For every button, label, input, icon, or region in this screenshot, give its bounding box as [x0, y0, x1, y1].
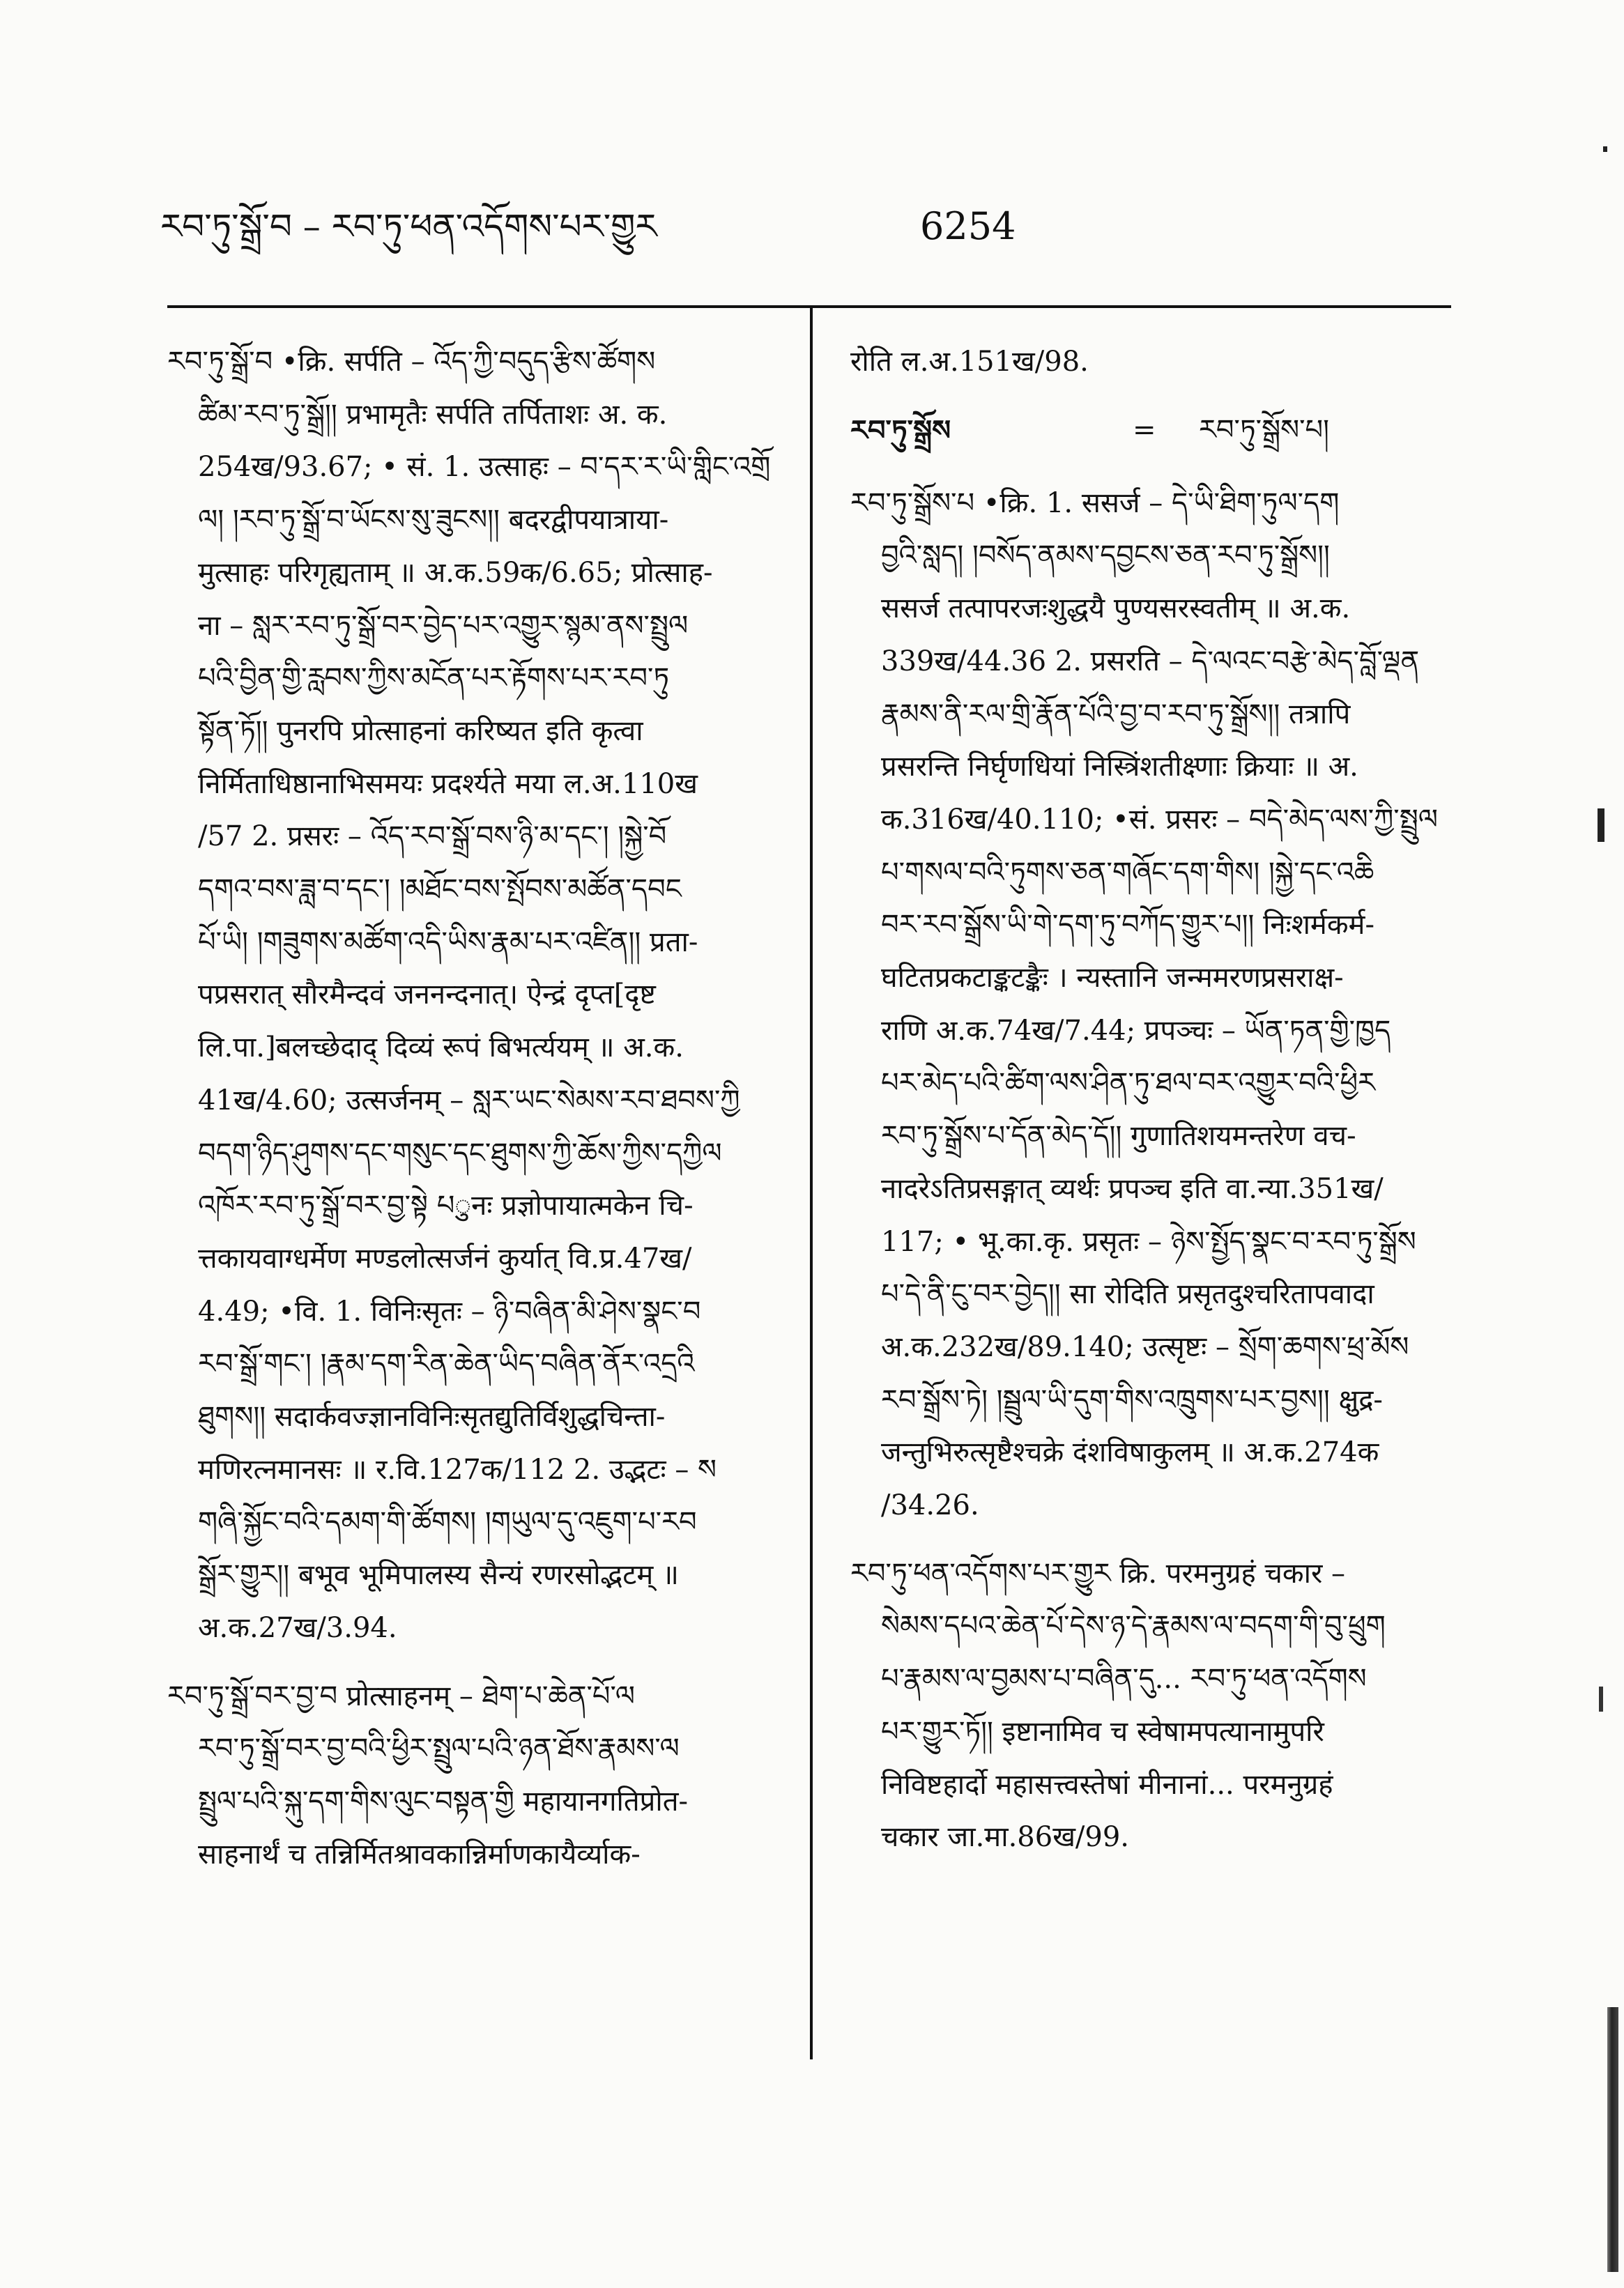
entry-text-line: བྱའི་སླད། །བསོད་ནམས་དབྱངས་ཅན་རབ་ཏུ་སྒྲོས།།: [881, 539, 1330, 572]
entry-text-line: སེམས་དཔའ་ཆེན་པོ་དེས་ཉ་དེ་རྣམས་ལ་བདག་གི་བུ་ཕྲུག: [881, 1610, 1386, 1643]
entry-text-line: 254ख/93.67; • सं. 1. उत्साहः – བ་དར་ར་ཡི་གླིང་འགྲོ: [198, 451, 771, 484]
running-header: [160, 199, 1450, 261]
entry-text-line: ལ། །རབ་ཏུ་སྒྲོ་བ་ཡོངས་སུ་ཟུངས།། बदरद्वीपयात्राया-: [198, 504, 669, 537]
right-column: [850, 336, 1450, 1880]
dictionary-entry: [167, 1671, 795, 1882]
entry-text-line: ससर्ज तत्पापरजःशुद्धयै पुण्यसरस्वतीम् ॥ अ.क.: [881, 592, 1351, 625]
entry-text-line: नादरेऽतिप्रसङ्गात् व्यर्थः प्रपञ्च इति वा.न्या.351ख/: [881, 1172, 1384, 1205]
entry-text-line: གཞི་སྐྱོང་བའི་དམག་གི་ཚོགས། །གཡུལ་དུ་འཇུག་པ་རབ: [198, 1506, 697, 1539]
cross-reference-headword: རབ་ཏུ་སྒྲོས: [850, 413, 951, 447]
entry-text-line: त्तकायवाग्धर्मेण मण्डलोत्सर्जनं कुर्यात् वि.प्र.47ख/: [198, 1242, 692, 1275]
entry-text-line: འཁོར་རབ་ཏུ་སྒྲོ་བར་བྱ་སྟེ པुनः प्रज्ञोपायात्मकेन चि-: [198, 1190, 694, 1222]
entry-text-line: སྤྲུལ་པའི་སྐུ་དག་གིས་ལུང་བསྟན་གྱི महायानगतिप्रोत-: [198, 1785, 689, 1818]
entry-text-line: चकार जा.मा.86ख/99.: [881, 1821, 1130, 1854]
entry-text-line: སྟོན་ཏོ།། पुनरपि प्रोत्साहनां करिष्यत इति कृत्वा: [198, 714, 643, 747]
entry-text-line: राणि अ.क.74ख/7.44; प्रपञ्चः – ཡོན་ཏན་གྱི་ཁྱད: [881, 1014, 1391, 1047]
entry-text-line: 339ख/44.36 2. प्रसरति – དེ་ལའང་བརྩེ་མེད་བློ་ལྡན: [881, 645, 1420, 677]
entry-text-line: པའི་བྱིན་གྱི་རླབས་ཀྱིས་མངོན་པར་རྟོགས་པར་རབ་ཏུ: [198, 662, 670, 695]
entry-text-line: ना – སླར་རབ་ཏུ་སྒྲོ་བར་བྱེད་པར་འགྱུར་སྙམ་ནས་སྤྲུལ: [198, 609, 689, 642]
entry-text-line: བར་རབ་སྒྲོས་ཡི་གེ་དག་ཏུ་བཀོད་གྱུར་པ།། निःशर्मकर्म-: [881, 909, 1374, 942]
entry-text-line: ཚིམ་རབ་ཏུ་སྒྲོ།། प्रभामृतैः सर्पति तर्पिताशः अ. क.: [198, 398, 668, 431]
entry-text-line: जन्तुभिरुत्सृष्टैश्चक्रे दंशविषाकुलम् ॥ अ.क.274क: [881, 1436, 1379, 1469]
entry-text-line: निविष्टहार्दो महासत्त्वस्तेषां मीनानां... परमनुग्रहं: [881, 1768, 1333, 1801]
entry-text-line: निर्मिताधिष्ठानाभिसमयः प्रदर्श्यते मया ल.अ.110ख: [198, 767, 698, 800]
scan-mark: [1599, 1687, 1603, 1712]
cross-reference-target: རབ་ཏུ་སྒྲོས་པ།: [1199, 413, 1329, 446]
entry-text-line: པོ་ཡི། །གཟུགས་མཚོག་འདི་ཡིས་རྣམ་པར་འཛིན།། प्रता-: [198, 926, 698, 958]
dictionary-entry: [850, 477, 1450, 1533]
entry-text-line: པ་གསལ་བའི་ཏུགས་ཅན་གཞོང་དག་གིས། །སྐྱེ་དང་འཆི: [881, 856, 1374, 889]
entry-text-line: རྣམས་ནི་རལ་གྲི་རྣོན་པོའི་བྱ་བ་རབ་ཏུ་སྒྲོས།། तत्रापि: [881, 698, 1351, 730]
scan-edge-shadow: [1607, 2007, 1618, 2272]
entry-text-line: 41ख/4.60; उत्सर्जनम् – སླར་ཡང་སེམས་རབ་ཐབས་ཀྱི: [198, 1084, 740, 1116]
entry-text-line: /34.26.: [881, 1489, 979, 1522]
entry-text-line: པར་གྱུར་ཏོ།། इष्टानामिव च स्वेषामपत्यानामुपरि: [881, 1715, 1324, 1748]
entry-text-line: घटितप्रकटाङ्कटङ्कैः । न्यस्तानि जन्ममरणप्रसराक्ष-: [881, 962, 1344, 995]
entry-headword-line: རབ་ཏུ་སྒྲོས་པ •क्रि. 1. ससर्ज – དེ་ཡི་ཐིག་ཏུལ་དག: [850, 486, 1340, 519]
entry-headword-line: རབ་ཏུ་སྒྲོ་བར་བྱ་བ प्रोत्साहनम् – ཐེག་པ་ཆེན་པོ་ལ: [167, 1680, 635, 1712]
header-rule: [167, 305, 1451, 308]
entry-text-line: པར་མེད་པའི་ཚིག་ལས་ཤིན་ཏུ་ཐལ་བར་འགྱུར་བའི་ཕྱིར: [881, 1067, 1376, 1100]
page-number: 6254: [920, 204, 1016, 248]
entry-text-line: क.316ख/40.110; •सं. प्रसरः – བདེ་མེད་ལས་ཀྱི་སྤྲུལ: [881, 803, 1438, 836]
entry-text-line: རབ་ཏུ་སྒྲོ་བར་བྱ་བའི་ཕྱིར་སྤྲུལ་པའི་ཉན་ཐོས་རྣམས་ལ: [198, 1733, 680, 1765]
entry-text-line: རབ་སྒྲོ་གང་། །རྣམ་དག་རིན་ཆེན་ཡིད་བཞིན་ནོར་འདྲའི: [198, 1348, 695, 1381]
entry-text-line: པ་རྣམས་ལ་བྱམས་པ་བཞིན་དུ... རབ་ཏུ་ཕན་འདོགས: [881, 1663, 1367, 1696]
dictionary-entry: [850, 336, 1450, 389]
entry-headword-line: རབ་ཏུ་ཕན་འདོགས་པར་གྱུར क्रि. परमनुग्रहं चकार –: [850, 1557, 1346, 1590]
entry-text-line: པ་དེ་ནི་ངུ་བར་བྱེད།། सा रोदिति प्रसृतदुश्चरितापवादा: [881, 1278, 1374, 1311]
entry-text-line: སྒྲོར་གྱུར།། बभूव भूमिपालस्य सैन्यं रणरसोद्भटम् ॥: [198, 1559, 679, 1592]
dictionary-entry: [167, 336, 795, 1655]
scan-mark: [1598, 808, 1604, 842]
entry-text-line: अ.क.27ख/3.94.: [198, 1611, 397, 1644]
entry-text-line: དགའ་བས་ཟླ་བ་དང་། །མཐོང་བས་སྤོབས་མཚོན་དབང: [198, 873, 682, 906]
entry-text-line: ཐུགས།། सदार्कवज्ज्ञानविनिःसृतद्युतिर्विशुद्धचिन्ता-: [198, 1401, 666, 1434]
entry-text-line: /57 2. प्रसरः – འོད་རབ་སྒྲོ་བས་ཉི་མ་དང་། །སྐྱེ་བོ: [198, 820, 667, 853]
column-divider: [810, 307, 813, 2059]
entry-text-line: मणिरत्नमानसः ॥ र.वि.127क/112 2. उद्भटः – ས: [198, 1453, 717, 1486]
left-column: [167, 336, 795, 1896]
entry-text-line: लि.पा.]बलच्छेदाद् दिव्यं रूपं बिभर्त्ययम् ॥ अ.क.: [198, 1031, 684, 1064]
dictionary-entry: [850, 1548, 1450, 1864]
entry-text-line: रोति ल.अ.151ख/98.: [850, 346, 1089, 378]
entry-text-line: मुत्साहः परिगृह्यताम् ॥ अ.क.59क/6.65; प्रोत्साह-: [198, 556, 713, 589]
entry-text-line: पप्रसरात् सौरमैन्दवं जननन्दनात्। ऐन्द्रं दृप्त[दृष्ट: [198, 978, 656, 1011]
entry-text-line: 4.49; •वि. 1. विनिःसृतः – ཉི་བཞིན་མི་ཤེས་སྣང་བ: [198, 1295, 701, 1328]
entry-text-line: བདག་ཉིད་ཤུགས་དང་གསུང་དང་ཐུགས་ཀྱི་ཆོས་ཀྱིས་དཀྱིལ: [198, 1137, 722, 1169]
entry-text-line: अ.क.232ख/89.140; उत्सृष्टः – སྲོག་ཆགས་ཕྲ་མོས: [881, 1330, 1409, 1363]
header-headword-range: རབ་ཏུ་སྒྲོ་བ – རབ་ཏུ་ཕན་འདོགས་པར་གྱུར: [160, 206, 657, 247]
equals-sign: =: [1133, 413, 1156, 446]
scan-mark: [1603, 146, 1607, 152]
entry-headword-line: རབ་ཏུ་སྒྲོ་བ •क्रि. सर्पति – འོད་ཀྱི་བདུད་རྩིས་ཚོགས: [167, 346, 656, 378]
cross-reference-entry: [850, 404, 1450, 456]
entry-text-line: རབ་ཏུ་སྒྲོས་པ་དོན་མེད་དོ།། गुणातिशयमन्तरेण वच-: [881, 1120, 1356, 1153]
entry-text-line: साहनार्थं च तन्निर्मितश्रावकान्निर्माणकायैर्व्याक-: [198, 1838, 641, 1871]
entry-text-line: प्रसरन्ति निर्घृणधियां निस्त्रिंशतीक्ष्णाः क्रियाः ॥ अ.: [881, 751, 1358, 783]
entry-text-line: རབ་སྒྲོས་ཏེ། །སྦྲུལ་ཡི་དུག་གིས་འཁྲུགས་པར་བྱས།། क्षुद्र-: [881, 1383, 1383, 1416]
entry-text-line: 117; • भू.का.कृ. प्रसृतः – ཉེས་སྤྱོད་སྣང་བ་རབ་ཏུ་སྒྲོས: [881, 1225, 1416, 1258]
